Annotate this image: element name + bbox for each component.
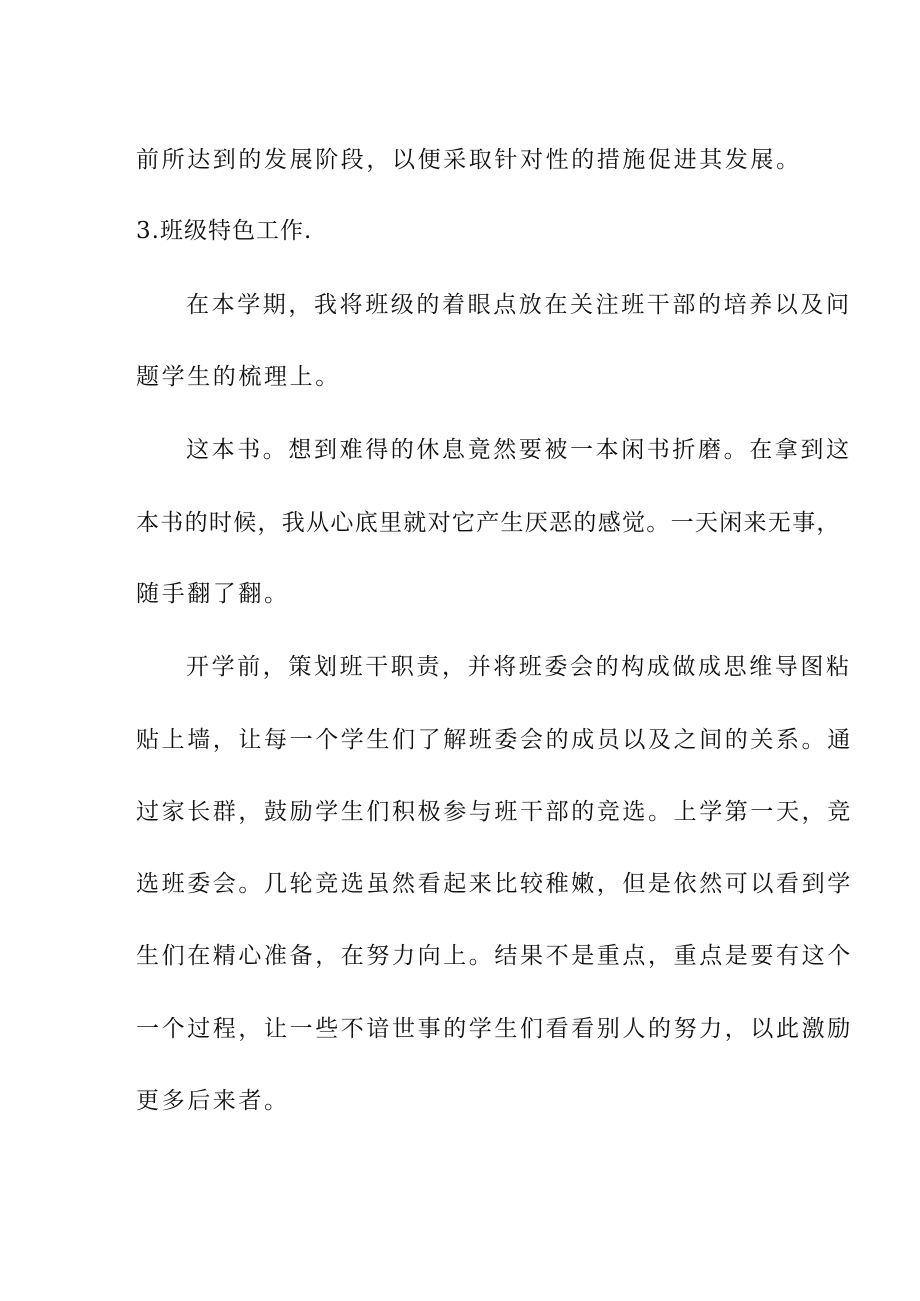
text-line: 开学前，策划班干职责，并将班委会的构成做成思维导图粘: [186, 654, 852, 680]
text-line: 过家长群，鼓励学生们积极参与班干部的竞选。上学第一天，竞: [136, 799, 853, 825]
text-line: 选班委会。几轮竞选虽然看起来比较稚嫩，但是依然可以看到学: [136, 871, 853, 897]
text-line: 生们在精心准备，在努力向上。结果不是重点，重点是要有这个: [136, 943, 853, 969]
text-line: 这本书。想到难得的休息竟然要被一本闲书折磨。在拿到这: [186, 437, 852, 463]
text-line: 随手翻了翻。: [136, 581, 290, 607]
text-line: 一个过程，让一些不谙世事的学生们看看别人的努力，以此激励: [136, 1016, 853, 1042]
text-line: 贴上墙，让每一个学生们了解班委会的成员以及之间的关系。通: [136, 727, 853, 753]
text-line: 本书的时候，我从心底里就对它产生厌恶的感觉。一天闲来无事，: [136, 510, 841, 536]
section-heading: 3.班级特色工作.: [136, 218, 313, 244]
text-line: 在本学期，我将班级的着眼点放在关注班干部的培养以及问: [186, 292, 852, 318]
text-line: 前所达到的发展阶段，以便采取针对性的措施促进其发展。: [136, 147, 802, 173]
text-line: 更多后来者。: [136, 1088, 290, 1114]
text-line: 题学生的梳理上。: [136, 364, 341, 390]
